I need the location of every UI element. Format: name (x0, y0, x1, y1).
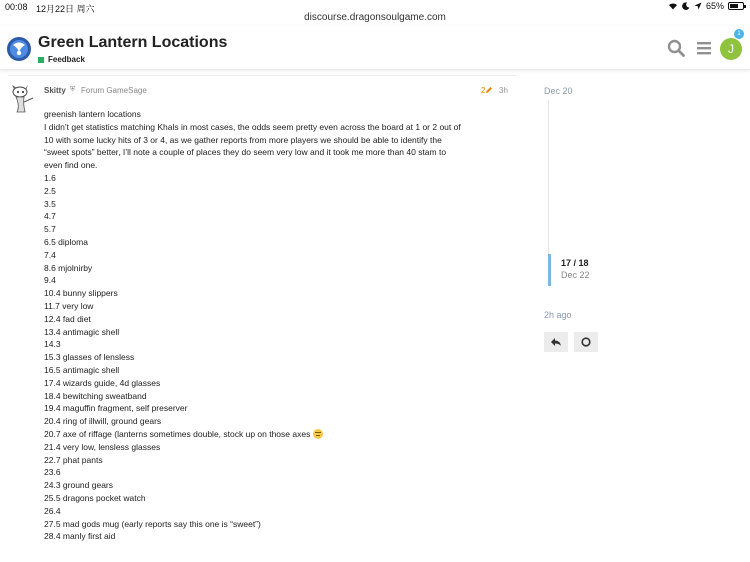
post-line: 9.4 (44, 275, 56, 286)
post-line: 20.7 axe of riffage (lanterns sometimes double, stock up on those axes (44, 428, 514, 441)
post-divider (8, 75, 516, 76)
post-line: 21.4 very low, lensless glasses (44, 441, 161, 452)
poster-avatar[interactable] (8, 84, 36, 114)
timeline-position-date: Dec 22 (561, 270, 590, 280)
site-header (0, 26, 750, 70)
post-line: 7.4 (44, 249, 56, 260)
post-line: 11.7 very low (44, 300, 94, 311)
status-time: 00:08 (5, 2, 28, 12)
post-line: 6.5 diploma (44, 236, 88, 247)
post-line: 2.5 (44, 185, 56, 196)
notification-badge[interactable]: 1 (734, 29, 744, 39)
post-line: 27.5 mad gods mug (early reports say this one is “sweet”) (44, 518, 261, 529)
status-date: 12月22日 周六 (36, 4, 95, 14)
post-line: 17.4 wizards guide, 4d glasses (44, 377, 161, 388)
user-avatar[interactable]: J (720, 38, 742, 60)
post-line: 14.3 (44, 339, 61, 350)
timeline-last-activity[interactable]: 2h ago (544, 310, 572, 320)
site-logo[interactable] (6, 36, 32, 62)
post-line: 24.3 ground gears (44, 480, 113, 491)
battery-icon (728, 2, 744, 10)
wifi-icon (668, 2, 678, 10)
post-line: even find one. (44, 160, 98, 171)
post-line: 8.6 mjolnirby (44, 262, 93, 273)
hamburger-menu-icon[interactable] (694, 38, 714, 58)
post-line: 26.4 (44, 505, 61, 516)
post-age[interactable]: 3h (499, 86, 508, 95)
post-line: 28.4 manly first aid (44, 531, 116, 542)
battery-percent: 65% (705, 1, 724, 11)
post-line: 18.4 bewitching sweatband (44, 390, 147, 401)
pencil-icon (485, 86, 493, 94)
post-line: 19.4 maguffin fragment, self preserver (44, 403, 188, 414)
post-line: 10 with some lucky hits of 3 or 4, as we gather reports from more players we should be able to identify the (44, 134, 442, 145)
category-badge[interactable] (38, 55, 85, 64)
url-bar[interactable]: discourse.dragonsoulgame.com (304, 12, 446, 23)
reply-icon (550, 336, 562, 348)
category-color-square (38, 57, 44, 63)
post-line: 15.3 glasses of lensless (44, 352, 135, 363)
post-user-title: Forum GameSage (81, 86, 147, 95)
post-username[interactable]: Skitty (44, 86, 66, 95)
timeline-start-date[interactable]: Dec 20 (544, 86, 573, 96)
post-body (44, 108, 514, 543)
search-icon[interactable] (666, 38, 686, 58)
post-line: I didn’t get statistics matching Khals in most cases, the odds seem pretty even across the board at 1 or 2 out of (44, 121, 461, 132)
post-line: 20.4 ring of illwill, ground gears (44, 416, 162, 427)
moon-icon (682, 2, 690, 10)
post-line: 10.4 bunny slippers (44, 288, 118, 299)
circle-icon (580, 336, 592, 348)
post-line: 13.4 antimagic shell (44, 326, 120, 337)
reply-button[interactable] (544, 332, 568, 352)
post-line: 1.6 (44, 172, 56, 183)
post-line: 25.5 dragons pocket watch (44, 492, 146, 503)
location-arrow-icon (694, 2, 702, 10)
post-line: 23.6 (44, 467, 61, 478)
post-line: greenish lantern locations (44, 109, 141, 119)
moderator-shield-icon: ⛨ (70, 86, 76, 93)
post-line: 16.5 antimagic shell (44, 364, 120, 375)
timeline-position: 17 / 18 (561, 258, 589, 268)
topic-title[interactable]: Green Lantern Locations (38, 34, 228, 51)
timeline-handle[interactable] (548, 254, 551, 286)
post-line: 12.4 fad diet (44, 313, 91, 324)
status-right (668, 1, 744, 11)
category-name: Feedback (48, 55, 85, 64)
post-line: 5.7 (44, 224, 56, 235)
notification-level-button[interactable] (574, 332, 598, 352)
post-line: 4.7 (44, 211, 56, 222)
post-line: “sweet spots” better, I’ll note a couple of places they do seem very low and it took me more than 40 stam to (44, 147, 447, 158)
post-line: 3.5 (44, 198, 56, 209)
edit-count: 2 (481, 86, 486, 95)
disappointed-emoji-icon (313, 429, 323, 439)
edit-history[interactable] (481, 86, 493, 95)
post-line: 22.7 phat pants (44, 454, 103, 465)
